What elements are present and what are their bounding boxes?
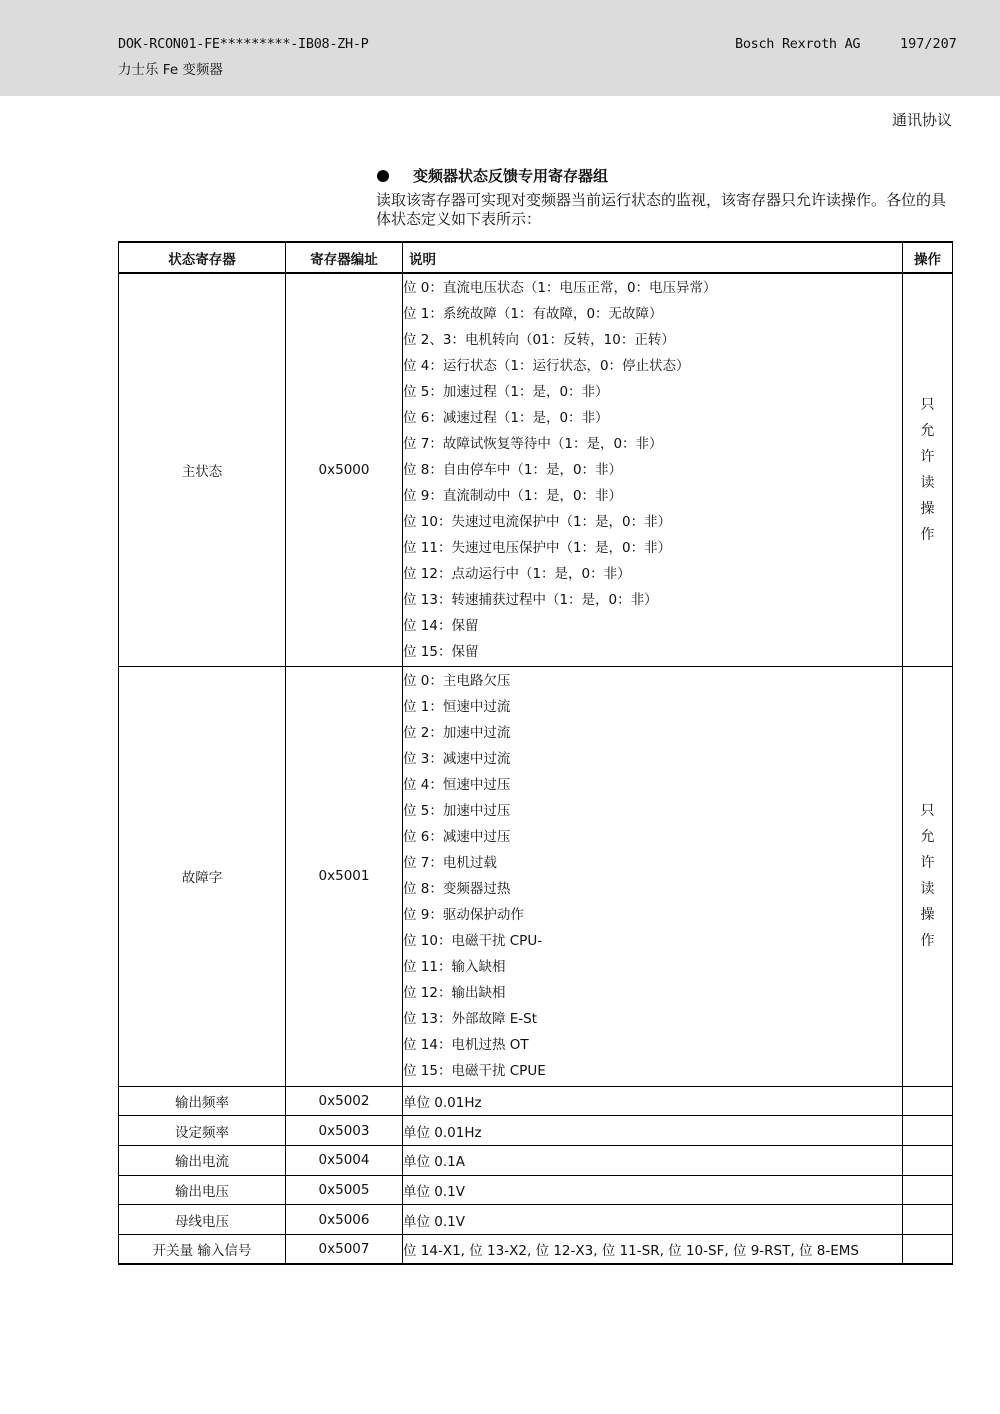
table-row [119, 1086, 953, 1116]
operation-cell [903, 1175, 953, 1205]
bit-description: 位 10：电磁干扰 CPU- [403, 933, 543, 949]
register-address: 0x5007 [286, 1234, 403, 1264]
product-name: 力士乐 Fe 变频器 [118, 62, 223, 78]
bit-description: 位 9：直流制动中（1：是，0：非） [403, 487, 623, 504]
register-description: 单位 0.1V [403, 1205, 903, 1235]
operation-cell [903, 1145, 953, 1175]
bit-description: 位 6：减速过程（1：是，0：非） [403, 409, 609, 426]
register-name: 输出频率 [119, 1086, 286, 1116]
bit-description: 位 5：加速过程（1：是，0：非） [403, 383, 609, 400]
register-description [403, 273, 903, 666]
register-address: 0x5000 [286, 273, 403, 666]
table-row [119, 1234, 953, 1264]
register-address: 0x5003 [286, 1116, 403, 1146]
bit-description: 位 4：恒速中过压 [403, 777, 511, 793]
bit-description: 位 2：加速中过流 [403, 725, 511, 741]
bit-description: 位 15：电磁干扰 CPUE [403, 1063, 546, 1079]
table-row [119, 1116, 953, 1146]
register-table [118, 241, 953, 1265]
bit-description: 位 8：自由停车中（1：是，0：非） [403, 461, 623, 478]
operation-cell [903, 1234, 953, 1264]
bit-description: 位 14：电机过热 OT [403, 1037, 529, 1053]
bit-description: 位 3：减速中过流 [403, 751, 511, 767]
register-address: 0x5001 [286, 666, 403, 1086]
bit-description: 位 9：驱动保护动作 [403, 907, 524, 923]
column-header-register: 状态寄存器 [119, 242, 286, 273]
company-name: Bosch Rexroth AG [735, 36, 861, 52]
bit-description: 位 12：输出缺相 [403, 985, 506, 1001]
register-name: 主状态 [119, 273, 286, 666]
bit-description: 位 6：减速中过压 [403, 829, 511, 845]
bit-description: 位 0：主电路欠压 [403, 673, 511, 689]
intro-paragraph: 读取该寄存器可实现对变频器当前运行状态的监视，该寄存器只允许读操作。各位的具体状态定义如下表所示： [376, 191, 947, 228]
table-header-row [119, 242, 953, 273]
bit-description: 位 14：保留 [403, 617, 479, 634]
bit-description: 位 12：点动运行中（1：是，0：非） [403, 565, 631, 582]
table-row [119, 273, 953, 666]
register-address: 0x5005 [286, 1175, 403, 1205]
operation-cell [903, 1086, 953, 1116]
register-name: 输出电流 [119, 1145, 286, 1175]
bit-description: 位 10：失速过电流保护中（1：是，0：非） [403, 513, 672, 530]
register-description: 单位 0.1A [403, 1145, 903, 1175]
bit-description: 位 2、3：电机转向（01：反转，10：正转） [403, 331, 675, 348]
bit-description: 位 13：外部故障 E-St [403, 1011, 538, 1027]
bit-description: 位 1：系统故障（1：有故障，0：无故障） [403, 305, 663, 322]
read-only-label: 只 允 许 读 操 作 [920, 396, 935, 543]
column-header-address: 寄存器编址 [286, 242, 403, 273]
register-address: 0x5004 [286, 1145, 403, 1175]
register-address: 0x5006 [286, 1205, 403, 1235]
register-name: 设定频率 [119, 1116, 286, 1146]
register-name: 输出电压 [119, 1175, 286, 1205]
read-only-label: 只 允 许 读 操 作 [920, 803, 935, 949]
bit-description: 位 7：故障试恢复等待中（1：是，0：非） [403, 435, 663, 452]
register-name: 母线电压 [119, 1205, 286, 1235]
bit-description: 位 1：恒速中过流 [403, 699, 511, 715]
column-header-operation: 操作 [903, 242, 953, 273]
heading: 变频器状态反馈专用寄存器组 [413, 167, 609, 185]
section-title: 通讯协议 [891, 111, 952, 129]
register-name: 故障字 [119, 666, 286, 1086]
document-id: DOK-RCON01-FE*********-IB08-ZH-P [118, 36, 369, 52]
operation-cell [903, 273, 953, 666]
bullet-icon [377, 170, 389, 182]
operation-cell [903, 1116, 953, 1146]
bit-description: 位 15：保留 [403, 643, 479, 660]
register-description: 位 14-X1, 位 13-X2, 位 12-X3, 位 11-SR, 位 10-SF, 位 9-RST, 位 8-EMS [403, 1234, 903, 1264]
bit-description: 位 5：加速中过压 [403, 803, 511, 819]
register-description: 单位 0.1V [403, 1175, 903, 1205]
register-address: 0x5002 [286, 1086, 403, 1116]
operation-cell [903, 1205, 953, 1235]
page-header [0, 0, 1000, 96]
register-name: 开关量 输入信号 [119, 1234, 286, 1264]
bit-description: 位 0：直流电压状态（1：电压正常，0：电压异常） [403, 279, 717, 296]
register-description [403, 666, 903, 1086]
table-row [119, 1205, 953, 1235]
column-header-description: 说明 [403, 242, 903, 273]
table-row [119, 1175, 953, 1205]
table-row [119, 666, 953, 1086]
table-row [119, 1145, 953, 1175]
bit-description: 位 7：电机过载 [403, 855, 497, 871]
operation-cell [903, 666, 953, 1086]
bit-description: 位 8：变频器过热 [403, 881, 511, 897]
page-number: 197/207 [900, 36, 957, 52]
bit-description: 位 11：失速过电压保护中（1：是，0：非） [403, 539, 672, 556]
register-description: 单位 0.01Hz [403, 1116, 903, 1146]
bit-description: 位 4：运行状态（1：运行状态，0：停止状态） [403, 357, 690, 374]
bit-description: 位 13：转速捕获过程中（1：是，0：非） [403, 591, 658, 608]
register-description: 单位 0.01Hz [403, 1086, 903, 1116]
bit-description: 位 11：输入缺相 [403, 959, 506, 975]
